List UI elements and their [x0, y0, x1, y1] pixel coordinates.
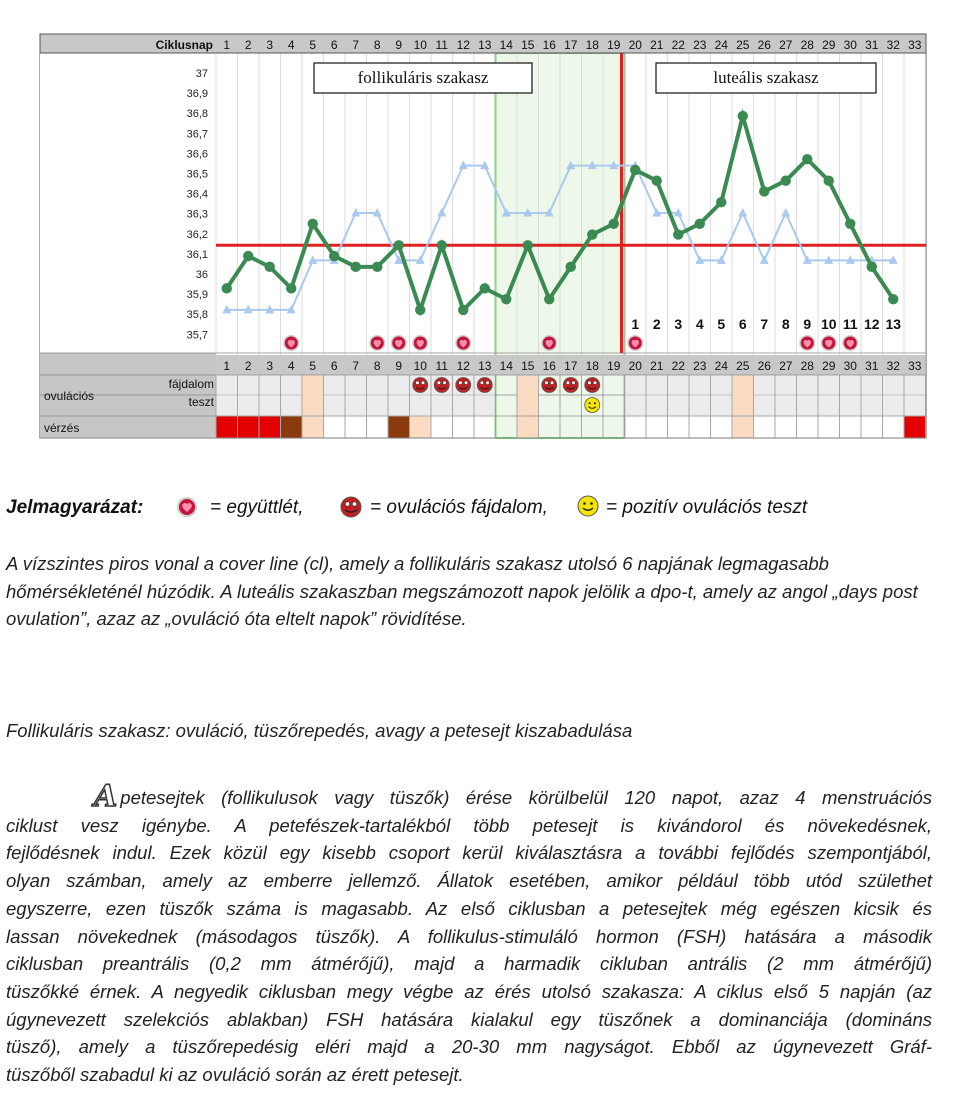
day-number-2: 26	[757, 359, 771, 373]
dpo-label: 5	[717, 316, 726, 332]
temperature-point	[243, 251, 253, 261]
legend-heart-label: = együttlét,	[210, 497, 304, 518]
day-number: 18	[585, 38, 599, 52]
heart-icon	[821, 335, 837, 351]
day-number-2: 21	[650, 359, 664, 373]
temperature-point	[630, 165, 640, 175]
day-number: 1	[223, 38, 231, 52]
dpo-label: 1	[631, 316, 640, 332]
day-number-2: 6	[330, 359, 338, 373]
day-number-2: 5	[309, 359, 317, 373]
heart-icon	[369, 335, 385, 351]
lower-cell	[324, 376, 345, 416]
day-number: 15	[521, 38, 535, 52]
paragraph-line: Apetesejtek (follikulusok vagy tüszők) érése körülbelül 120 napot, azaz 4 menstruációs	[94, 779, 932, 814]
day-number-2: 18	[585, 359, 599, 373]
smiley-icon	[576, 494, 600, 518]
day-number: 4	[287, 38, 295, 52]
dpo-label: 9	[803, 316, 812, 332]
pain-face-icon	[434, 378, 449, 393]
heart-icon	[541, 335, 557, 351]
paragraph-line: fejlődésnek indul. Ezek közül egy kisebb csoport kerül kiválasztásra a további fejlődés szempontjából,	[6, 842, 932, 864]
follicular-paragraph	[6, 779, 932, 1089]
day-number-2: 33	[908, 359, 922, 373]
dpo-label: 3	[674, 316, 683, 332]
temperature-point	[308, 219, 318, 229]
temperature-point	[286, 283, 296, 293]
pain-face-icon	[477, 378, 492, 393]
bleeding-cell	[281, 417, 302, 438]
lower-cell	[625, 376, 646, 416]
temperature-point	[781, 175, 791, 185]
day-number: 25	[736, 38, 750, 52]
row-label-ovulation: ovulációs	[44, 389, 95, 403]
dpo-label: 13	[885, 316, 902, 332]
temperature-point	[652, 175, 662, 185]
paragraph-line: olyan számban, amely az emberre jellemző. Állatok esetében, amikor például több utód születhet	[6, 870, 932, 892]
dpo-label: 7	[760, 316, 769, 332]
day-number-2: 15	[521, 359, 535, 373]
y-tick-label: 35,8	[186, 309, 208, 322]
day-number-2: 9	[395, 359, 403, 373]
heart-icon	[455, 335, 471, 351]
lower-cell	[819, 376, 840, 416]
day-number: 17	[564, 38, 578, 52]
day-number-2: 3	[266, 359, 274, 373]
dpo-label: 2	[652, 316, 661, 332]
temperature-point	[329, 251, 339, 261]
temperature-point	[609, 219, 619, 229]
y-tick-label: 36,4	[186, 188, 208, 201]
bleeding-cell	[389, 417, 410, 438]
cover-line-paragraph: A vízszintes piros vonal a cover line (cl), amely a follikuláris szakasz utolsó 6 napjának legmagasabb hőmérsékleténél húzódik. A luteális szakaszban megszámozott napok jelölik a dpo-t, amely az angol „days post ovulation”, azaz az „ovuláció óta eltelt napok” rövidítése.	[6, 553, 918, 629]
day-number: 6	[330, 38, 338, 52]
temperature-point	[372, 262, 382, 272]
temperature-point	[824, 175, 834, 185]
y-tick-label: 35,9	[186, 289, 208, 302]
day-number-2: 24	[714, 359, 728, 373]
day-number: 29	[822, 38, 836, 52]
temperature-point	[759, 186, 769, 196]
drop-cap: A	[94, 779, 118, 814]
bleeding-cell	[238, 417, 259, 438]
row-label-pain: fájdalom	[168, 377, 214, 391]
luteal-label: luteális szakasz	[713, 68, 819, 87]
day-number-2: 11	[435, 359, 448, 373]
day-number-2: 14	[499, 359, 513, 373]
y-tick-label: 36,2	[186, 228, 208, 241]
y-tick-label: 36	[195, 269, 208, 281]
day-number-2: 13	[478, 359, 492, 373]
bleeding-cell	[303, 417, 324, 438]
temperature-point	[544, 294, 554, 304]
day-number: 9	[395, 38, 403, 52]
dpo-label: 4	[695, 316, 704, 332]
lower-cell	[668, 376, 689, 416]
heart-icon	[412, 335, 428, 351]
paragraph-line: ciklusban preantrális (0,2 mm átmérőjű), majd a harmadik cikluban antrális (2 mm átmérőjű)	[6, 953, 932, 975]
day-number-2: 4	[287, 359, 295, 373]
paragraph-line: úgynevezett szelekciós ablakban) FSH hatására kialakul egy tüszőnek a dominanciája (domináns	[6, 1008, 932, 1030]
bleeding-cell	[217, 417, 238, 438]
row-label-test: teszt	[188, 395, 214, 409]
day-number-2: 28	[800, 359, 814, 373]
day-number-2: 20	[628, 359, 642, 373]
day-number-2: 30	[843, 359, 857, 373]
temperature-point	[888, 294, 898, 304]
lower-cell	[346, 376, 367, 416]
day-number: 21	[650, 38, 664, 52]
day-number: 3	[266, 38, 274, 52]
day-number: 33	[908, 38, 922, 52]
day-number-2: 8	[373, 359, 381, 373]
day-number: 28	[800, 38, 814, 52]
day-number-2: 27	[779, 359, 793, 373]
temperature-point	[802, 154, 812, 164]
lower-cell	[754, 376, 775, 416]
temperature-point	[738, 111, 748, 121]
temperature-point	[222, 283, 232, 293]
bleeding-cell	[905, 417, 926, 438]
temperature-point	[716, 197, 726, 207]
day-number: 16	[542, 38, 556, 52]
y-tick-label: 36,3	[186, 208, 208, 221]
legend	[6, 494, 946, 524]
legend-title: Jelmagyarázat:	[6, 497, 144, 518]
dpo-label: 6	[738, 316, 747, 332]
day-number: 11	[435, 38, 448, 52]
cycle-chart	[0, 0, 960, 450]
day-number-2: 25	[736, 359, 750, 373]
paragraph-line: egyszerre, ezen tüszők száma is magasabb. Az első ciklusban a petesejtek még egészen kicsik és	[6, 897, 932, 919]
day-number: 32	[886, 38, 900, 52]
day-number: 24	[714, 38, 728, 52]
day-number: 27	[779, 38, 793, 52]
temperature-point	[265, 262, 275, 272]
lower-cell	[647, 376, 668, 416]
temperature-point	[566, 262, 576, 272]
temperature-point	[394, 240, 404, 250]
paragraph-line: tüszőkké érnek. A negyedik ciklusban megy végbe az érés utolsó szakasza: A ciklus első 5 napján (az	[6, 980, 932, 1002]
heart-icon	[799, 335, 815, 351]
day-number-2: 16	[542, 359, 556, 373]
temperature-point	[695, 219, 705, 229]
temperature-point	[501, 294, 511, 304]
lower-cell	[260, 376, 281, 416]
temperature-point	[351, 262, 361, 272]
day-number-2: 10	[413, 359, 427, 373]
section-heading: Follikuláris szakasz: ovuláció, tüszőrepedés, avagy a petesejt kiszabadulása	[6, 720, 633, 741]
pain-face-icon	[339, 496, 363, 518]
lower-cell	[797, 376, 818, 416]
highlight-cell	[733, 376, 754, 416]
paragraph-line: lassan növekednek (másodagos tüszők). A follikulus-stimuláló hormon (FSH) hatására a második	[6, 925, 932, 947]
lower-cell	[840, 376, 861, 416]
day-number: 14	[499, 38, 513, 52]
heart-icon	[627, 335, 643, 351]
dpo-label: 8	[781, 316, 790, 332]
day-number-2: 31	[865, 359, 879, 373]
pain-face-icon	[563, 378, 578, 393]
lower-cell	[238, 376, 259, 416]
y-tick-label: 36,8	[186, 108, 208, 121]
y-tick-label: 36,5	[186, 168, 208, 181]
y-tick-label: 37	[195, 68, 208, 80]
day-number-2: 17	[564, 359, 578, 373]
heart-icon	[176, 496, 198, 518]
day-number: 13	[478, 38, 492, 52]
heart-icon	[842, 335, 858, 351]
day-number: 12	[456, 38, 470, 52]
day-number-2: 23	[693, 359, 707, 373]
temperature-point	[480, 283, 490, 293]
day-number: 7	[352, 38, 360, 52]
y-tick-label: 36,1	[186, 248, 208, 261]
temperature-point	[845, 219, 855, 229]
day-number: 26	[757, 38, 771, 52]
day-number-2: 7	[352, 359, 360, 373]
legend-pain-label: = ovulációs fájdalom,	[370, 497, 548, 518]
dpo-label: 11	[842, 316, 858, 332]
legend-test-label: = pozitív ovulációs teszt	[606, 497, 808, 518]
lower-cell	[690, 376, 711, 416]
highlight-cell	[518, 376, 539, 416]
pain-face-icon	[542, 378, 557, 393]
lower-cell	[281, 376, 302, 416]
lower-cell	[711, 376, 732, 416]
day-number-2: 2	[244, 359, 252, 373]
day-number: 20	[628, 38, 642, 52]
highlight-cell	[303, 376, 324, 416]
day-number: 31	[865, 38, 879, 52]
day-number-2: 12	[456, 359, 470, 373]
day-number: 5	[309, 38, 317, 52]
temperature-point	[673, 229, 683, 239]
day-number: 30	[843, 38, 857, 52]
header-label: Ciklusnap	[155, 38, 213, 52]
bleeding-cell	[518, 417, 539, 438]
day-number: 22	[671, 38, 685, 52]
heart-icon	[283, 335, 299, 351]
paragraph-line: tüszőből szabadul ki az ovuláció során az érett petesejt.	[6, 1064, 464, 1086]
paragraph-line: ciklust vesz igénybe. A petefészek-tartalékból több petesejt is kivándorol és növekedésnek,	[6, 814, 932, 836]
y-tick-label: 36,6	[186, 148, 208, 161]
day-number: 10	[413, 38, 427, 52]
day-number-2: 1	[223, 359, 231, 373]
lower-cell	[883, 376, 904, 416]
day-number: 23	[693, 38, 707, 52]
day-number-2: 32	[886, 359, 900, 373]
lower-cell	[905, 376, 926, 416]
lower-cell	[389, 376, 410, 416]
smiley-icon	[585, 398, 600, 413]
day-number: 8	[373, 38, 381, 52]
row-label-bleeding: vérzés	[44, 421, 80, 435]
pain-face-icon	[456, 378, 471, 393]
pain-face-icon	[585, 378, 600, 393]
temperature-point	[458, 305, 468, 315]
dpo-label: 10	[820, 316, 837, 332]
lower-cell	[367, 376, 388, 416]
pain-face-icon	[413, 378, 428, 393]
day-number: 2	[244, 38, 252, 52]
paragraph-line: tüsző), amely a tüszőrepedésig eléri majd a 20-30 mm nagyságot. Ebből az úgynevezett Gráf-	[6, 1036, 932, 1058]
bleeding-cell	[260, 417, 281, 438]
lower-cell	[862, 376, 883, 416]
temperature-point	[587, 229, 597, 239]
bleeding-cell	[410, 417, 431, 438]
temperature-point	[415, 305, 425, 315]
follicular-label: follikuláris szakasz	[357, 68, 489, 87]
bleeding-cell	[733, 417, 754, 438]
day-number-2: 22	[671, 359, 685, 373]
y-tick-label: 36,9	[186, 88, 208, 101]
dpo-label: 12	[863, 316, 880, 332]
day-number-2: 29	[822, 359, 836, 373]
temperature-point	[523, 240, 533, 250]
y-tick-label: 36,7	[186, 128, 208, 141]
temperature-point	[867, 262, 877, 272]
heart-icon	[391, 335, 407, 351]
lower-cell	[776, 376, 797, 416]
y-tick-label: 35,7	[186, 329, 208, 342]
lower-cell	[217, 376, 238, 416]
temperature-point	[437, 240, 447, 250]
day-number: 19	[607, 38, 621, 52]
day-number-2: 19	[607, 359, 621, 373]
